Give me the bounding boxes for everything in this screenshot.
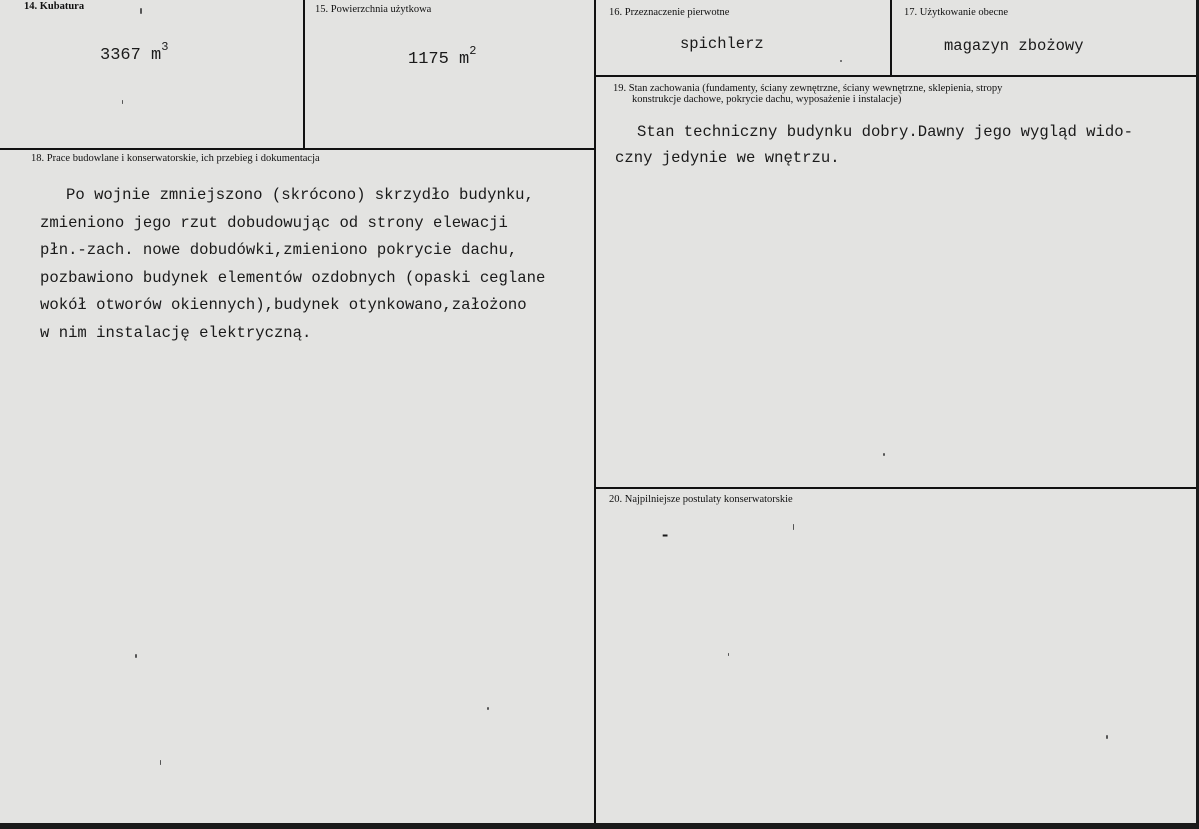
scan-speck	[1106, 735, 1108, 739]
field-16-label: 16. Przeznaczenie pierwotne	[609, 7, 730, 18]
field-14-label: 14. Kubatura	[24, 1, 85, 12]
field-18-text	[40, 182, 545, 347]
field-20-label: 20. Najpilniejsze postulaty konserwatorskie	[609, 494, 793, 505]
scan-speck	[840, 60, 842, 62]
field-15-label: 15. Powierzchnia użytkowa	[315, 4, 432, 15]
scan-speck	[122, 100, 123, 104]
divider-v-1	[303, 0, 305, 148]
field-14-value: 3367 $m^3$	[100, 40, 169, 65]
scan-speck	[160, 760, 161, 765]
scan-speck	[728, 653, 729, 656]
field-15-value: 1175 $m^2$	[408, 44, 477, 69]
field-18-line-2: zmieniono jego rzut dobudowując od strony elewacji	[40, 213, 508, 232]
field-18-line-4: pozbawiono budynek elementów ozdobnych (opaski ceglane	[40, 268, 546, 287]
field-18-label: 18. Prace budowlane i konserwatorskie, ich przebieg i dokumentacja	[31, 153, 320, 164]
field-16-value: spichlerz	[680, 35, 764, 53]
field-19-line-1: Stan techniczny budynku dobry.Dawny jego wygląd wido-	[637, 123, 1133, 141]
field-18-line-5: wokół otworów okiennych),budynek otynkowano,założono	[40, 296, 527, 314]
field-17-value: magazyn zbożowy	[944, 37, 1084, 55]
divider-h-top-left	[0, 148, 596, 150]
field-19-label-line-1: 19. Stan zachowania (fundamenty, ściany zewnętrzne, ściany wewnętrzne, sklepienia, stropy	[613, 83, 1003, 94]
scan-speck	[140, 8, 142, 14]
divider-h-top-right	[594, 75, 1196, 77]
field-17-label: 17. Użytkowanie obecne	[904, 7, 1009, 18]
field-20-value: -	[660, 527, 671, 546]
field-18-line-3: płn.-zach. nowe dobudówki,zmieniono pokrycie dachu,	[40, 241, 518, 259]
field-18-line-6: w nim instalację elektryczną.	[40, 323, 312, 342]
scan-speck	[135, 654, 137, 658]
field-19-label-line-2: konstrukcje dachowe, pokrycie dachu, wyposażenie i instalacje)	[632, 94, 902, 105]
scan-speck	[793, 524, 794, 530]
field-18-line-1: Po wojnie zmniejszono (skrócono) skrzydło budynku,	[66, 186, 534, 204]
scan-speck	[487, 707, 489, 710]
field-19-text	[615, 119, 1133, 171]
divider-v-2	[594, 0, 596, 823]
divider-h-mid-right	[594, 487, 1196, 489]
divider-v-3	[890, 0, 892, 76]
scan-speck	[883, 453, 885, 456]
field-19-line-2: czny jedynie we wnętrzu.	[615, 149, 840, 167]
